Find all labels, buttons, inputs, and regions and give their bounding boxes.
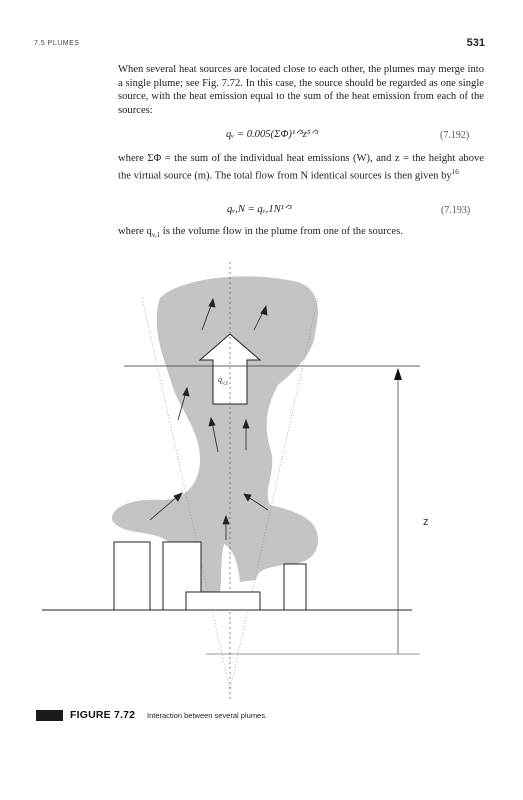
heat-source-1 <box>114 542 150 610</box>
caption-bar <box>36 710 63 721</box>
z-dimension-arrowhead <box>394 368 402 380</box>
reference-superscript: 16 <box>451 167 459 176</box>
paragraph-text: When several heat sources are located close to each other, the plumes may merge into a single plume; see Fig. 7.72. In this case, the source should be regarded as one single source, with the heat emission equal to the sum of the heat emission from each of the sources: <box>118 64 484 116</box>
paragraph-text-b: is the volume flow in the plume from one of the sources. <box>160 226 403 237</box>
figure-caption-label: FIGURE 7.72 <box>70 709 136 721</box>
plume-flow-label <box>218 375 228 387</box>
paragraph-subscript: v,1 <box>151 231 161 240</box>
paragraph-text: where ΣΦ = the sum of the individual heat emissions (W), and z = the height above the virtual source (m). The total flow from N identical sources is then given by <box>118 153 484 182</box>
plume-flow-label-q: q <box>218 375 222 384</box>
running-header-section: 7.5 PLUMES <box>34 40 80 47</box>
plume-flow-label-sub: v,z <box>222 380 229 387</box>
equation-number-7-192: (7.192) <box>440 130 470 141</box>
heat-source-3 <box>186 592 260 610</box>
heat-source-4 <box>284 564 306 610</box>
paragraph-text-a: where q <box>118 226 152 237</box>
figure-caption-text: Interaction between several plumes. <box>147 711 268 720</box>
equation-text: qᵥ,N = qᵥ,1N¹ᐟ³ <box>227 204 292 215</box>
equation-text: qᵥ = 0.005(ΣΦ)¹ᐟ³z⁵ᐟ³ <box>226 129 319 140</box>
page-number: 531 <box>466 37 485 49</box>
equation-number-7-193: (7.193) <box>441 205 471 216</box>
height-label: z <box>423 516 429 528</box>
